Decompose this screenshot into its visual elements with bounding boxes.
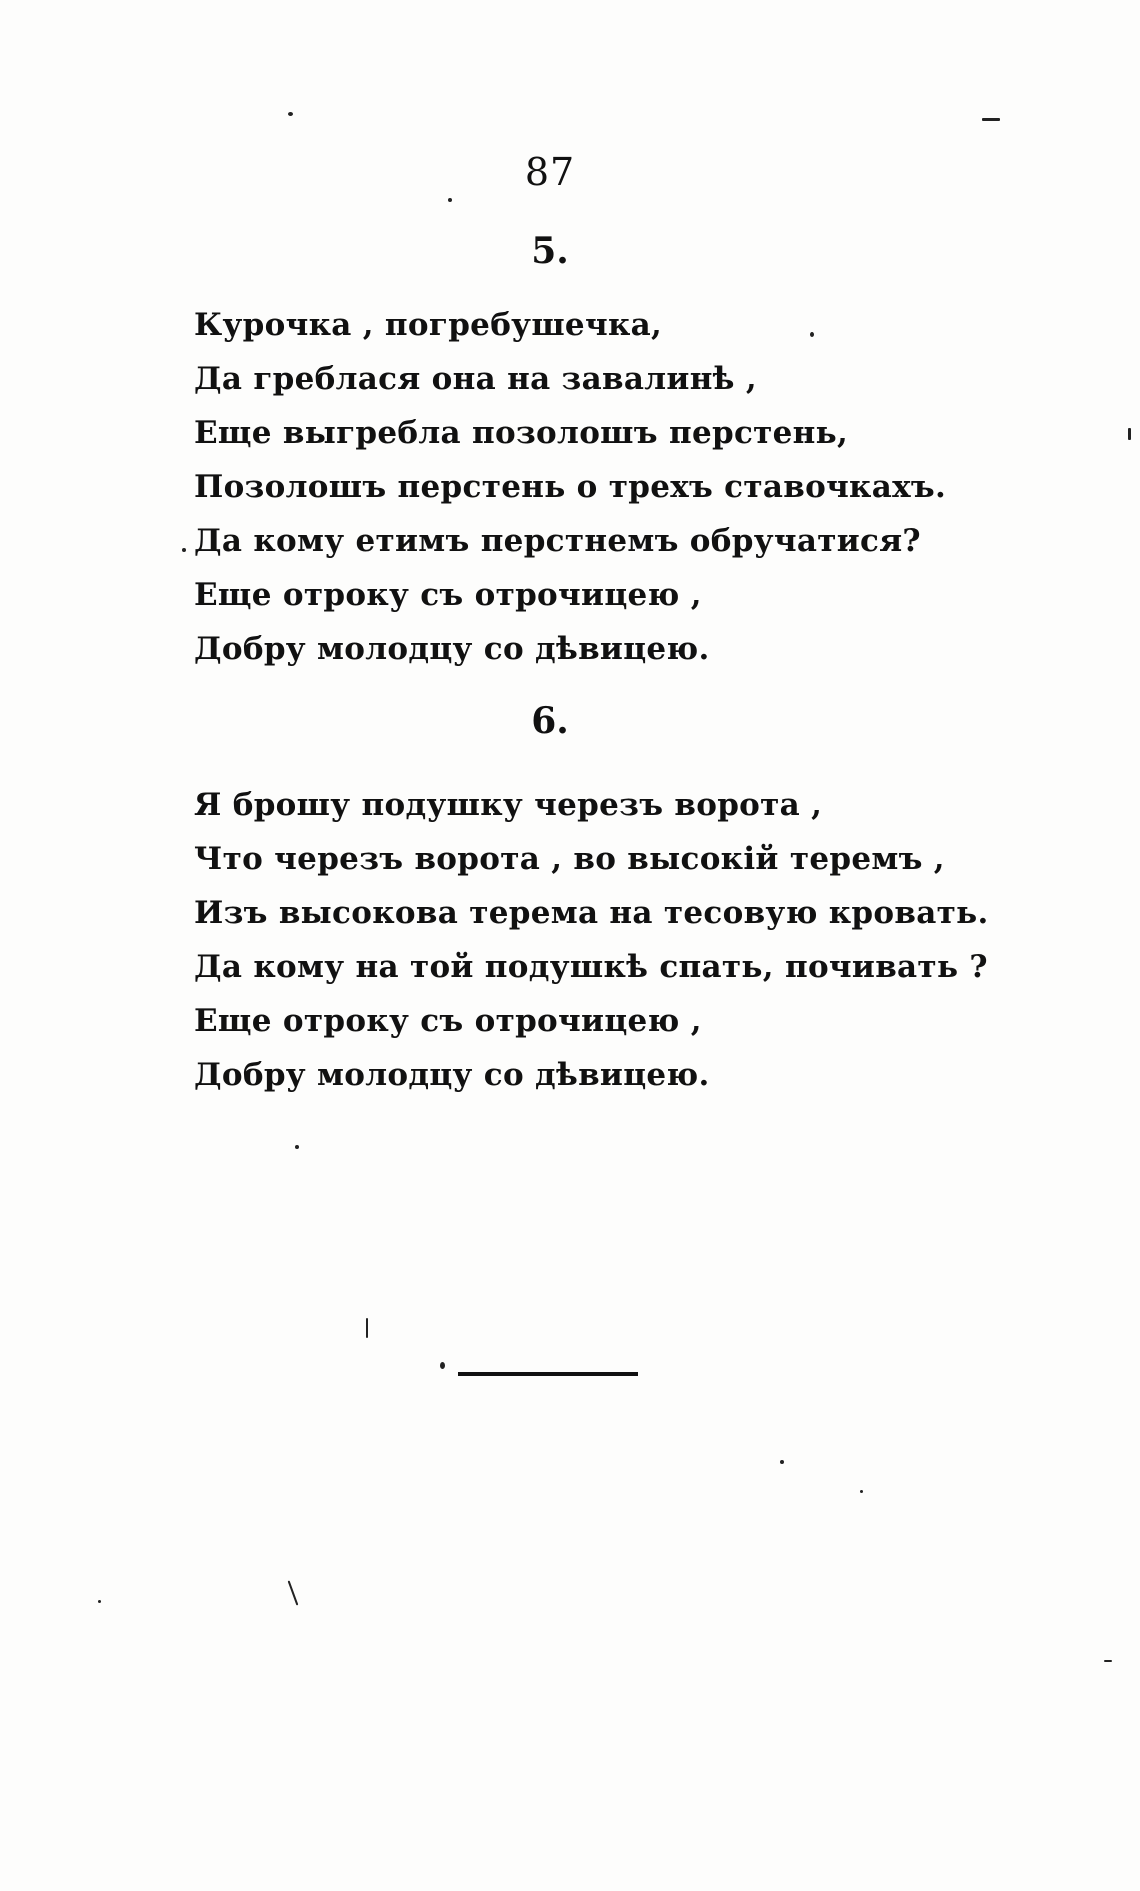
- verse-line: Что черезъ ворота , во высокій теремъ ,: [194, 841, 945, 877]
- page-number: 87: [524, 150, 576, 194]
- verse-line: Еще выгребла позолошъ перстень,: [194, 415, 849, 451]
- section-number-5: 5.: [531, 230, 569, 272]
- scan-speck: [288, 112, 293, 116]
- verse-line: Добру молодцу со дѣвицею.: [194, 1057, 710, 1093]
- scan-speck: [1128, 428, 1131, 440]
- scan-speck: [860, 1490, 863, 1493]
- scan-speck: [982, 118, 1000, 121]
- stanza-6: [194, 778, 994, 1102]
- scan-speck: [182, 548, 186, 552]
- stanza-5: [194, 298, 994, 676]
- verse-line: Курочка , погребушечка,: [194, 307, 663, 343]
- verse-line: Еще отроку съ отрочицею ,: [194, 1003, 702, 1039]
- scan-speck: [440, 1362, 445, 1369]
- scan-speck: [448, 198, 452, 202]
- verse-line: Изъ высокова терема на тесовую кровать.: [194, 895, 989, 931]
- scan-speck: [810, 332, 814, 337]
- end-divider-rule: [458, 1372, 638, 1376]
- verse-line: Да греблася она на завалинѣ ,: [194, 361, 757, 397]
- verse-line: Еще отроку съ отрочицею ,: [194, 577, 702, 613]
- scan-speck: [295, 1145, 299, 1149]
- verse-line: Добру молодцу со дѣвицею.: [194, 631, 710, 667]
- scan-speck: [1104, 1660, 1112, 1662]
- section-number-6: 6.: [531, 700, 569, 742]
- scan-speck: [366, 1318, 368, 1338]
- verse-line: Я брошу подушку черезъ ворота ,: [194, 787, 823, 823]
- scan-speck: [98, 1600, 101, 1603]
- scan-speck: [780, 1460, 784, 1464]
- verse-line: Позолошъ перстень о трехъ ставочкахъ.: [194, 469, 947, 505]
- verse-line: Да кому етимъ перстнемъ обручатися?: [194, 523, 921, 559]
- scan-speck: [288, 1580, 299, 1605]
- verse-line: Да кому на той подушкѣ спать, почивать ?: [194, 949, 988, 985]
